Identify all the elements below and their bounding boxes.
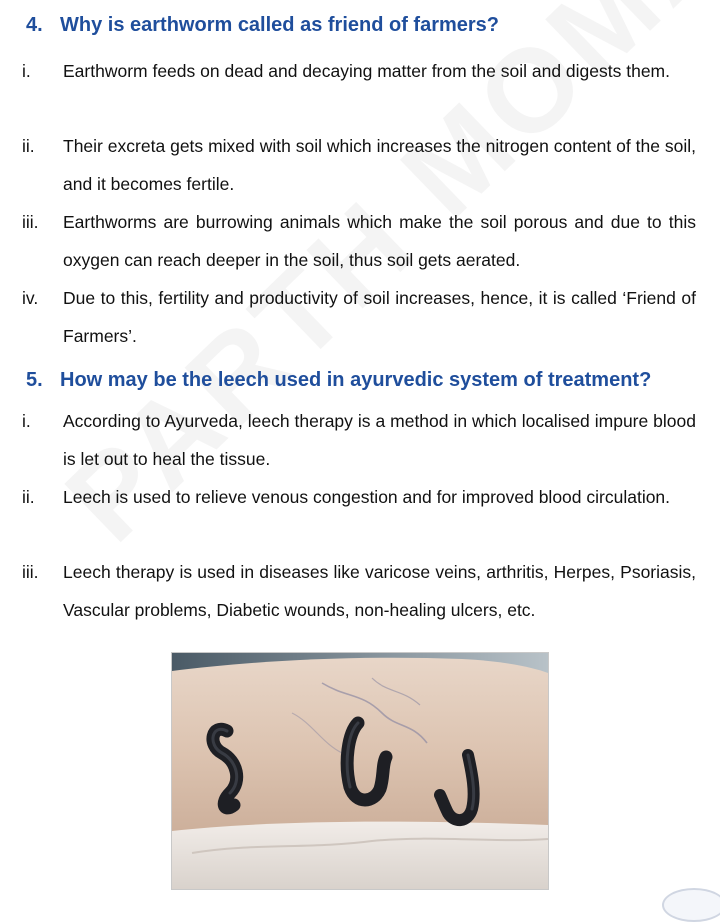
corner-decoration bbox=[662, 888, 720, 922]
answer-text: Earthworm feeds on dead and decaying matter from the soil and digests them. bbox=[63, 61, 670, 81]
question-number: 5. bbox=[26, 369, 43, 391]
answer-item bbox=[22, 52, 696, 90]
answer-marker: i. bbox=[22, 411, 31, 431]
answer-text: According to Ayurveda, leech therapy is a method in which localised impure blood is let out to heal the tissue. bbox=[63, 411, 696, 469]
leech-illustration bbox=[172, 653, 548, 889]
question-title: Why is earthworm called as friend of farmers? bbox=[60, 14, 500, 36]
answer-item bbox=[22, 553, 696, 629]
answer-text: Leech is used to relieve venous congestion and for improved blood circulation. bbox=[63, 487, 671, 507]
answer-item bbox=[22, 127, 696, 203]
question-title: How may be the leech used in ayurvedic system of treatment? bbox=[60, 369, 652, 391]
answer-marker: iii. bbox=[22, 212, 39, 232]
answer-marker: iii. bbox=[22, 562, 39, 582]
answer-marker: i. bbox=[22, 61, 31, 81]
answer-item bbox=[22, 279, 696, 355]
answer-text: Leech therapy is used in diseases like varicose veins, arthritis, Herpes, Psoriasis, Vascular problems, Diabetic wounds, non-healing ulcers, etc. bbox=[63, 562, 696, 620]
answer-item bbox=[22, 203, 696, 279]
question-5-heading bbox=[26, 369, 651, 392]
answer-marker: ii. bbox=[22, 487, 35, 507]
answer-marker: ii. bbox=[22, 136, 35, 156]
leeches-on-leg-photo bbox=[171, 652, 549, 890]
answer-marker: iv. bbox=[22, 288, 39, 308]
answer-text: Their excreta gets mixed with soil which increases the nitrogen content of the soil, and it becomes fertile. bbox=[63, 136, 696, 194]
answer-item bbox=[22, 478, 696, 516]
question-number: 4. bbox=[26, 14, 43, 36]
answer-text: Due to this, fertility and productivity of soil increases, hence, it is called ‘Friend of Farmers’. bbox=[63, 288, 696, 346]
question-4-heading bbox=[26, 14, 499, 37]
answer-item bbox=[22, 402, 696, 478]
answer-text: Earthworms are burrowing animals which make the soil porous and due to this oxygen can reach deeper in the soil, thus soil gets aerated. bbox=[63, 212, 696, 270]
